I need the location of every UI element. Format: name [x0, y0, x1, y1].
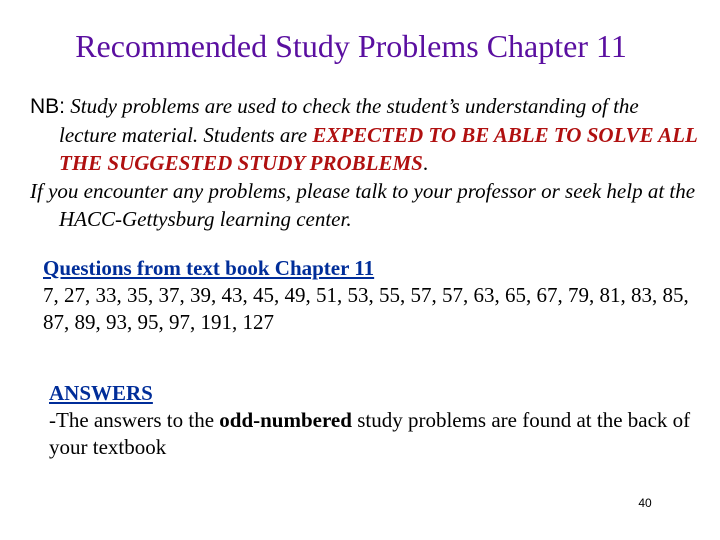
slide-title: Recommended Study Problems Chapter 11	[75, 28, 627, 64]
nb-note	[30, 92, 700, 233]
answers-text-before: -The answers to the	[49, 408, 220, 432]
answers-section	[49, 380, 709, 461]
answers-heading-link[interactable]: ANSWERS	[49, 381, 153, 405]
nb-end: .	[422, 151, 429, 175]
question-list: 7, 27, 33, 35, 37, 39, 43, 45, 49, 51, 53, 55, 57, 57, 63, 65, 67, 79, 81, 83, 85, 87, 89, 93, 95, 97, 191, 127	[43, 283, 689, 334]
questions-heading-link[interactable]: Questions from text book Chapter 11	[43, 256, 375, 280]
questions-section	[43, 255, 705, 336]
answers-text	[49, 407, 709, 461]
answers-text-after: study problems are found at the back of your textbook	[49, 408, 691, 459]
nb-text: Study problems are used to check the student’s understanding of the lecture material. Students are	[59, 94, 639, 147]
nb-emphasis: EXPECTED TO BE ABLE TO SOLVE ALL THE SUGGESTED STUDY PROBLEMS	[59, 123, 697, 175]
page-number: 40	[638, 496, 652, 510]
nb-paragraph	[30, 92, 700, 177]
nb-label: NB:	[30, 95, 66, 118]
answers-bold: odd-numbered	[219, 408, 352, 432]
nb-help-paragraph: If you encounter any problems, please talk to your professor or seek help at the HACC-Gettysburg learning center.	[30, 179, 696, 231]
